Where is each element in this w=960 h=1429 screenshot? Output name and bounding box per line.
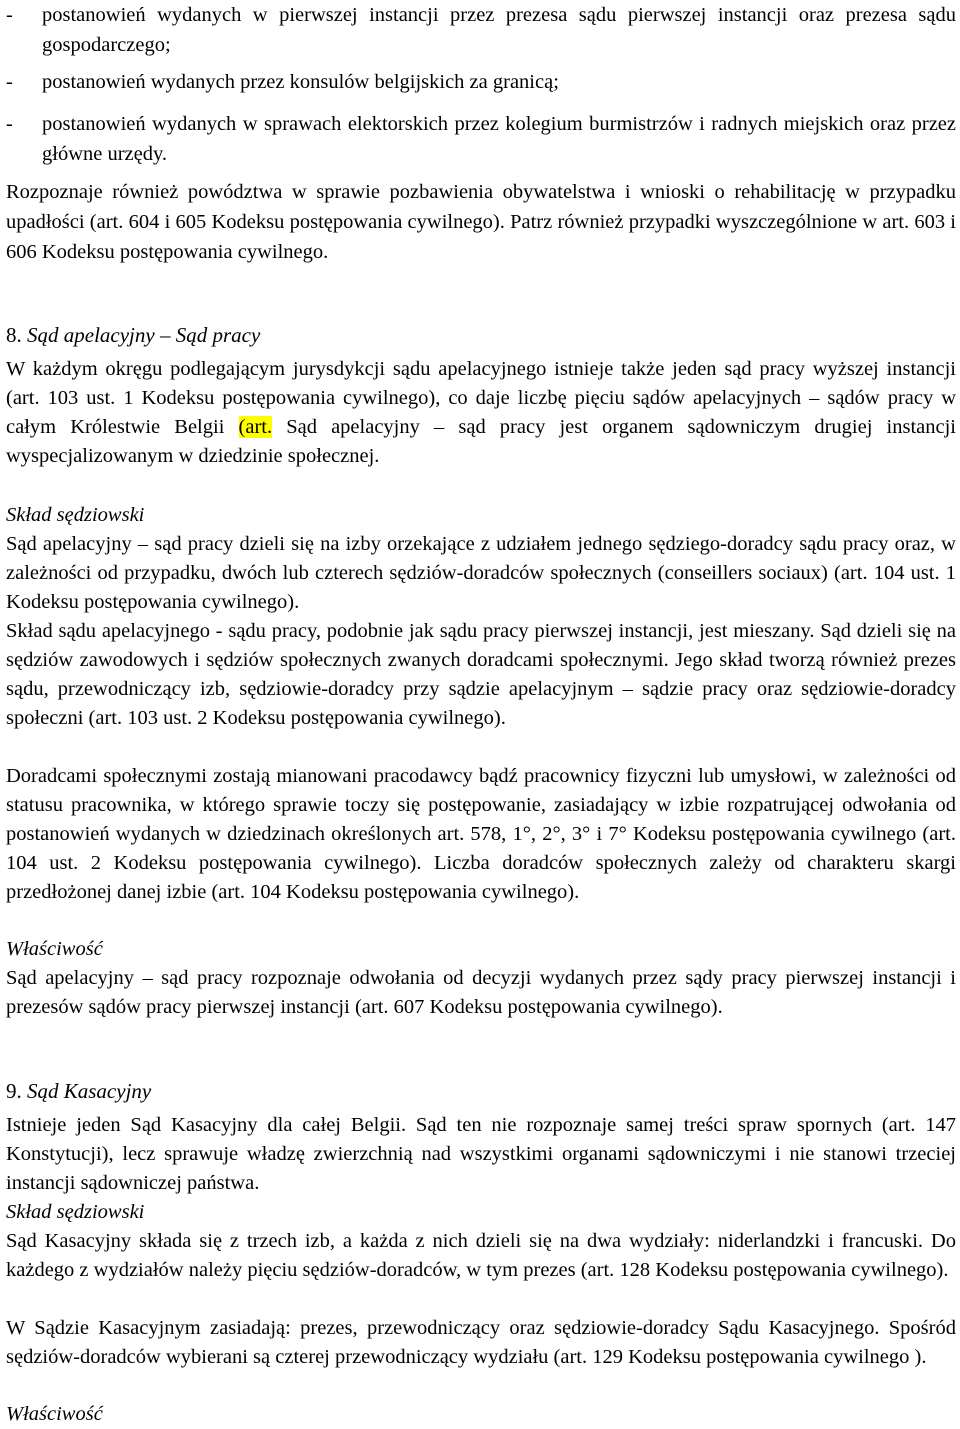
list-item-text: postanowień wydanych w sprawach elektorskich przez kolegium burmistrzów i radnych miejskich oraz przez główne urzędy. xyxy=(42,113,956,165)
section-8-heading xyxy=(6,320,956,350)
section-9-paragraph-3: W Sądzie Kasacyjnym zasiadają: prezes, przewodniczący oraz sędziowie-doradcy Sądu Kasacyjnego. Spośród sędziów-doradców wybierani są czterej przewodniczący wydziału (art. 129 Kodeksu postępowania cywilnego ). xyxy=(6,1317,956,1368)
section-8-number: 8. xyxy=(6,323,22,347)
list-item xyxy=(6,0,956,60)
list-dash: - xyxy=(6,113,13,135)
section-9-number: 9. xyxy=(6,1079,22,1103)
section-9-title: Sąd Kasacyjny xyxy=(27,1079,152,1103)
list-dash: - xyxy=(6,4,13,26)
section-8-paragraph-1 xyxy=(6,355,956,471)
list-item-text: postanowień wydanych przez konsulów belgijskich za granicą; xyxy=(42,71,559,93)
subheading-wlasciwosc: Właściwość xyxy=(6,1403,103,1425)
paragraph-text: Sąd apelacyjny – sąd pracy jest organem sądowniczym drugiej instancji wyspecjalizowanym w dziedzinie społecznej. xyxy=(6,416,956,467)
section-9-paragraph-1: Istnieje jeden Sąd Kasacyjny dla całej Belgii. Sąd ten nie rozpoznaje samej treści spraw spornych (art. 147 Konstytucji), lecz sprawuje władzę zwierzchnią nad wszystkimi organami sądowniczymi i nie stanowi trzeciej instancji sądowniczej państwa. xyxy=(6,1114,956,1194)
list-item xyxy=(6,109,956,169)
section-8-title: Sąd apelacyjny – Sąd pracy xyxy=(27,323,261,347)
section-8-paragraph-5: Sąd apelacyjny – sąd pracy rozpoznaje odwołania od decyzji wydanych przez sądy pracy pierwszej instancji i prezesów sądów pracy pierwszej instancji (art. 607 Kodeksu postępowania cywilnego). xyxy=(6,967,956,1018)
list-dash: - xyxy=(6,71,13,93)
subheading-sklad-sedziowski: Skład sędziowski xyxy=(6,504,145,526)
highlighted-text: (art. xyxy=(238,416,273,438)
list-item-text: postanowień wydanych w pierwszej instancji przez prezesa sądu pierwszej instancji oraz prezesa sądu gospodarczego; xyxy=(42,4,956,56)
section-9-heading xyxy=(6,1076,956,1106)
paragraph-text: W każdym okręgu podlegającym jurysdykcji sądu apelacyjnego istnieje także jeden sąd pracy wyższej instancji (art. 103 ust. 1 Kodeksu postępowania cywilnego), co daje liczbę pięciu sądów apelacyjnych – sądów pracy w całym Królestwie Belgii xyxy=(6,358,956,438)
section-8-paragraph-4: Doradcami społecznymi zostają mianowani pracodawcy bądź pracownicy fizyczni lub umysłowi, w zależności od statusu pracownika, w którego sprawie toczy się postępowanie, zasiadający w izbie rozpatrującej odwołania od postanowień wydanych w dziedzinach określonych art. 578, 1°, 2°, 3° i 7° Kodeksu postępowania cywilnego (art. 104 ust. 2 Kodeksu postępowania cywilnego). Liczba doradców społecznych zależy od charakteru skargi przedłożonej danej izbie (art. 104 Kodeksu postępowania cywilnego). xyxy=(6,765,956,903)
intro-paragraph: Rozpoznaje również powództwa w sprawie pozbawienia obywatelstwa i wnioski o rehabilitację w przypadku upadłości (art. 604 i 605 Kodeksu postępowania cywilnego). Patrz również przypadki wyszczególnione w art. 603 i 606 Kodeksu postępowania cywilnego. xyxy=(6,181,956,263)
subheading-wlasciwosc: Właściwość xyxy=(6,938,103,960)
section-8-paragraph-2: Sąd apelacyjny – sąd pracy dzieli się na izby orzekające z udziałem jednego sędziego-doradcy sądu pracy oraz, w zależności od przypadku, dwóch lub czterech sędziów-doradców społecznych (conseillers sociaux) (art. 104 ust. 1 Kodeksu postępowania cywilnego). xyxy=(6,533,956,613)
section-8-paragraph-3: Skład sądu apelacyjnego - sądu pracy, podobnie jak sądu pracy pierwszej instancji, jest mieszany. Sąd dzieli się na sędziów zawodowych i sędziów społecznych zwanych doradcami społecznymi. Jego skład tworzą również prezes sądu, przewodniczący izb, sędziowie-doradcy przy sądzie apelacyjnym – sądzie pracy oraz sędziowie-doradcy społeczni (art. 103 ust. 2 Kodeksu postępowania cywilnego). xyxy=(6,620,956,729)
subheading-sklad-sedziowski: Skład sędziowski xyxy=(6,1201,145,1223)
list-item xyxy=(6,67,956,97)
section-9-paragraph-2: Sąd Kasacyjny składa się z trzech izb, a każda z nich dzieli się na dwa wydziały: niderlandzki i francuski. Do każdego z wydziałów należy pięciu sędziów-doradców, w tym prezes (art. 128 Kodeksu postępowania cywilnego). xyxy=(6,1230,956,1281)
